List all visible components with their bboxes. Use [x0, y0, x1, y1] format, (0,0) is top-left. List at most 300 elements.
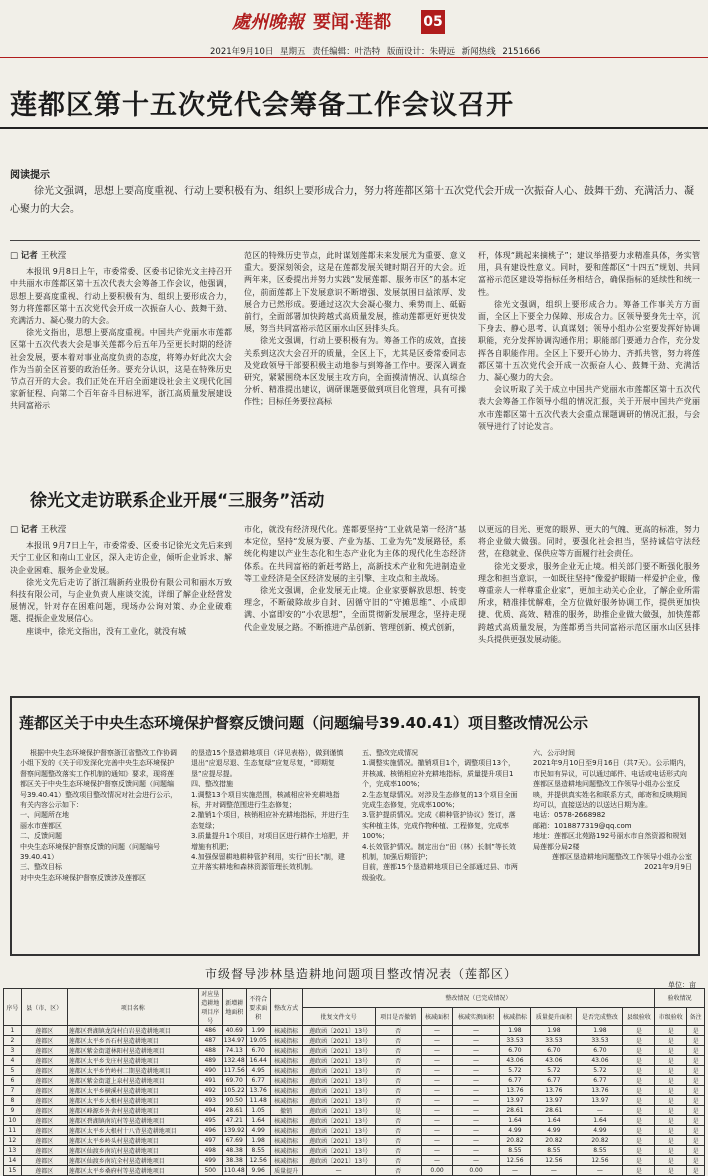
table-cell: 6: [4, 1076, 22, 1086]
paragraph: 五、整改完成情况: [362, 749, 418, 757]
table-cell: 是: [655, 1126, 687, 1136]
table-cell: 139.92: [223, 1127, 245, 1134]
table-cell: 13.76: [499, 1086, 531, 1096]
table-cell: 是: [623, 1026, 655, 1036]
table-cell: —: [453, 1146, 499, 1156]
col-header: 核减面积: [421, 1007, 453, 1026]
table-cell: 莲都区: [21, 1066, 67, 1076]
paragraph: 徐光文要求，服务企业无止境。相关部门要不断强化服务理念和担当意识，一如既往坚持“像爱护眼睛一样爱护企业，像尊重亲人一样尊重企业家”，更加主动关心企业，了解企业所需所求，精准排忧解难，全方位做好服务协调工作，提供更加快捷、优质、高效、精准的服务，助推企业做大做强，加快莲都跨越式高质量发展，为莲都勇当共同富裕示范区丽水山区县排头兵提供更强发展动能。: [478, 561, 700, 644]
table-cell: 核减指标: [270, 1116, 302, 1126]
table-cell: —: [453, 1066, 499, 1076]
paragraph: 3.质量提升1个项目，对项目区进行耕作土培肥，并增施有机肥；: [191, 832, 350, 851]
table-cell: 43.06: [499, 1056, 531, 1066]
paragraph: 的垦造15个垦造耕地项目（详见表格），做到谨慎退出“应退尽退、生态复绿”应复尽复，“即期复垦”应提尽提。: [191, 749, 344, 778]
table-cell: 8.55: [499, 1146, 531, 1156]
table-cell: 莲政函〔2021〕13号: [302, 1076, 375, 1086]
table-cell: 莲都区太平乡大根村垦造耕地项目: [67, 1096, 198, 1106]
table-cell: 莲政函〔2021〕13号: [302, 1146, 375, 1156]
table-cell: 2: [4, 1036, 22, 1046]
table-cell: 莲都区峰源乡外舍村垦造耕地项目: [67, 1106, 198, 1116]
table-row: [4, 1156, 705, 1166]
table-cell: 13.76: [531, 1086, 577, 1096]
table-cell: 莲都区太平乡岭头村垦造耕地项目: [67, 1136, 198, 1146]
masthead: [0, 0, 708, 44]
paragraph: 会议听取了关于成立中国共产党丽水市莲都区第十五次代表大会筹备工作领导小组的情况汇报，关于开展中国共产党丽水市莲都区第十五次代表大会重点课题调研的情况汇报，与会领导进行了讨论发言。: [478, 385, 700, 431]
table-cell: 是: [655, 1166, 687, 1176]
table-cell: 48.38: [222, 1146, 246, 1156]
table-cell: 否: [375, 1076, 421, 1086]
table-cell: 5.72: [531, 1066, 577, 1076]
table-row: [4, 1116, 705, 1126]
table-cell: 1.98: [499, 1026, 531, 1036]
table-cell: 40.69: [222, 1026, 246, 1036]
col-header: 序号: [4, 989, 22, 1026]
table-cell: 6.77: [246, 1076, 270, 1086]
byline-name: 王秋滢: [40, 251, 67, 261]
table-cell: 核减指标: [270, 1026, 302, 1036]
paper-name: 處州晚報: [232, 12, 304, 33]
table-cell: 12: [4, 1136, 22, 1146]
table-cell: 90.50: [222, 1096, 246, 1106]
table-cell: 核减指标: [270, 1096, 302, 1106]
article-1-col-1: [10, 250, 232, 476]
table-cell: 莲政函〔2021〕13号: [302, 1156, 375, 1166]
table-cell: 8.55: [531, 1146, 577, 1156]
byline-label: 记者: [20, 251, 38, 261]
table-cell: 496: [198, 1126, 222, 1136]
table-cell: 6.70: [499, 1046, 531, 1056]
table-cell: 4.99: [246, 1126, 270, 1136]
table-cell: 43.06: [577, 1056, 623, 1066]
paragraph: 4.长效管护情况。制定出台“田（林）长制”等长效机制，加强后期管护；: [362, 842, 516, 862]
table-cell: 是: [623, 1056, 655, 1066]
col-header: 对应垦造耕地项目序号: [198, 989, 222, 1026]
table-cell: 38.38: [222, 1156, 246, 1166]
table-cell: 是: [655, 1106, 687, 1116]
table-cell: 是: [655, 1046, 687, 1056]
paragraph: 本报讯 9月8日上午，市委常委、区委书记徐光文主持召开中共丽水市莲都区第十五次代表大会筹备工作会议，他强调，思想上要高度重视、行动上要积极有为、组织上要形成合力，努力将莲都区第十五次党代会开成一次振奋人心、鼓舞干劲、充满活力、凝心聚力的大会。: [10, 267, 232, 326]
table-cell: 67.69: [222, 1136, 246, 1146]
col-header: 是否完成整改: [577, 1007, 623, 1026]
paragraph: 徐光文指出，思想上要高度重视。中国共产党丽水市莲都区第十五次代表大会是事关莲都今后五年乃至更长时期的经济社会发展，要本着对事业高度负责的态度，将筹办好此次大会作为当前全区首要的政治任务。要充分认识，这是在特殊历史节点召开的大会。我们正处在开启全面建设社会主义现代化国家新征程、向第二个百年奋斗目标进军，浙江高质量发展建设共同富裕示: [10, 328, 232, 411]
table-cell: 否: [375, 1056, 421, 1066]
table-cell: 是: [623, 1166, 655, 1176]
table-cell: 20.82: [577, 1136, 623, 1146]
article-1-col-2: [244, 250, 466, 476]
paragraph: 徐光文先后走访了浙江瑞新药业股份有限公司和丽水万致科技有限公司，与企业负责人座谈交流，详细了解企业经营发展情况，针对存在困难问题，现场办公询对策、办企业破难题、提振企业发展信心。: [10, 577, 232, 624]
table-cell: 莲都区仙渡乡南坑全村垦造耕地项目: [67, 1156, 198, 1166]
table-cell: 是: [687, 1066, 705, 1076]
table-cell: 核减指标: [270, 1086, 302, 1096]
notice-date: 2021年9月9日: [644, 863, 692, 872]
table-cell: 核减指标: [270, 1076, 302, 1086]
paragraph: 市化，就没有经济现代化。莲都要坚持“工业就是第一经济”基本定位，坚持“发展为要、产业为基、工业为先”发展路径，系统化构建以产业生态化和生态产业化为主体的现代化生态经济体系。在共同富裕的新赶考路上，高新技术产业和先进制造业等工业经济是全区经济发展的主引擎、主攻点和主战场。: [244, 525, 466, 583]
table-cell: 莲政函〔2021〕13号: [302, 1036, 375, 1046]
table-row: [4, 1166, 705, 1176]
table-cell: 否: [375, 1086, 421, 1096]
table-cell: 497: [198, 1136, 222, 1146]
table-cell: 4.99: [531, 1126, 577, 1136]
table-cell: 否: [375, 1136, 421, 1146]
table-cell: —: [421, 1086, 453, 1096]
table-cell: 是: [623, 1126, 655, 1136]
headline-divider: [0, 127, 708, 129]
paragraph: 3.管护提质情况。完成《耕种管护协议》签订，落实种植主体，完成作物种植、工程修复，完成率100%；: [362, 811, 516, 841]
table-cell: 495: [198, 1116, 222, 1126]
table-cell: 是: [623, 1106, 655, 1116]
table-cell: 否: [375, 1096, 421, 1106]
table-cell: 是: [655, 1096, 687, 1106]
table-cell: 否: [375, 1116, 421, 1126]
table-cell: 是: [687, 1036, 705, 1046]
contact-email: 邮箱：1018877319@qq.com: [533, 821, 632, 830]
table-cell: —: [453, 1136, 499, 1146]
col-header: 项目名称: [67, 989, 198, 1026]
table-cell: 43.06: [531, 1056, 577, 1066]
table-cell: 是: [655, 1146, 687, 1156]
table-cell: 撤销: [270, 1106, 302, 1116]
notice-col-1: [20, 748, 179, 883]
table-cell: 莲政函〔2021〕13号: [302, 1136, 375, 1146]
table-cell: 4.99: [577, 1126, 623, 1136]
table-cell: 莲都区: [21, 1026, 67, 1036]
table-row: [4, 1126, 705, 1136]
table-cell: 6.70: [246, 1046, 270, 1056]
table-cell: 1.98: [531, 1026, 577, 1036]
table-cell: 是: [687, 1056, 705, 1066]
table-cell: 莲都区仙渡乡南坑村垦造耕地项目: [67, 1146, 198, 1156]
table-cell: —: [531, 1166, 577, 1176]
table-cell: 14: [4, 1156, 22, 1166]
notice-col-4: [533, 748, 692, 883]
table-cell: 是: [655, 1116, 687, 1126]
table-cell: 是: [687, 1106, 705, 1116]
table-cell: 1.98: [246, 1136, 270, 1146]
table-cell: 莲政函〔2021〕13号: [302, 1066, 375, 1076]
table-row: [4, 1026, 705, 1036]
table-cell: 核减指标: [270, 1156, 302, 1166]
table-row: [4, 1056, 705, 1066]
table-row: [4, 1076, 705, 1086]
table-cell: 1.98: [577, 1026, 623, 1036]
table-row: [4, 1106, 705, 1116]
paragraph: 六、公示时间: [533, 749, 575, 757]
table-cell: 1.05: [246, 1106, 270, 1116]
table-cell: 核减指标: [270, 1126, 302, 1136]
paragraph: 徐光文强调，组织上要形成合力。筹备工作事关方方面面，全区上下要全力保障、形成合力。区领导要身先士卒，沉下身去、静心思考、认真谋划；领导小组办公室要发挥好协调职能，充分发挥协调沟通作用；职能部门要通力合作，充分发挥各自职能作用。全区上下要开心协力、齐抓共管，努力将莲都区第十五次党代会开成一次振奋人心、鼓舞干劲、充满活力、凝心聚力的大会。: [478, 299, 700, 383]
table-cell: 是: [655, 1136, 687, 1146]
table-cell: 20.82: [531, 1136, 577, 1146]
table-cell: 498: [198, 1146, 222, 1156]
table-cell: 105.22: [223, 1087, 245, 1094]
table-cell: 否: [375, 1146, 421, 1156]
table-cell: 质量提升: [270, 1166, 302, 1176]
table-cell: 莲都区: [21, 1046, 67, 1056]
table-cell: 是: [687, 1166, 705, 1176]
table-cell: 486: [198, 1026, 222, 1036]
table-cell: 莲都区紫金街道林阳村垦造耕地项目: [67, 1046, 198, 1056]
table-cell: 74.13: [222, 1046, 246, 1056]
table-cell: —: [421, 1036, 453, 1046]
table-row: [4, 1146, 705, 1156]
table-cell: 12.56: [246, 1156, 270, 1166]
table-cell: 13.97: [531, 1096, 577, 1106]
table-cell: 9.96: [246, 1166, 270, 1176]
table-cell: —: [453, 1036, 499, 1046]
table-cell: 47.21: [222, 1116, 246, 1126]
table-cell: 莲都区: [21, 1136, 67, 1146]
paragraph: 三、整改目标: [20, 863, 62, 872]
table-cell: 莲都区太平乡大根村十八背垦造耕地项目: [67, 1126, 198, 1136]
table-cell: —: [421, 1056, 453, 1066]
table-unit: 单位：亩: [668, 981, 696, 989]
table-cell: 是: [687, 1086, 705, 1096]
table-cell: 核减指标: [270, 1036, 302, 1046]
table-cell: 是: [655, 1026, 687, 1036]
table-cell: 核减指标: [270, 1136, 302, 1146]
table-cell: 15: [4, 1166, 22, 1176]
table-cell: 6.77: [499, 1076, 531, 1086]
table-cell: 4: [4, 1056, 22, 1066]
table-cell: —: [421, 1076, 453, 1086]
group-header: 整改情况（已完成情况）: [302, 989, 655, 1008]
table-cell: —: [453, 1116, 499, 1126]
table-cell: 核减指标: [270, 1146, 302, 1156]
table-cell: 莲政函〔2021〕13号: [302, 1026, 375, 1036]
table-cell: —: [421, 1156, 453, 1166]
table-cell: 莲都区: [21, 1156, 67, 1166]
table-cell: 莲都区太平乡吾石村垦造耕地项目: [67, 1036, 198, 1046]
paragraph: 中央生态环境保护督察反馈的问题（问题编号39.40.41）: [20, 842, 160, 862]
byline-name: 王秋滢: [40, 525, 67, 535]
table-cell: —: [453, 1156, 499, 1166]
paragraph: 徐光文强调，行动上要积极有为。筹备工作的成效，直接关系到这次大会召开的质量，全区上下，尤其是区委常委同志及党政领导干部要积极主动地参与到筹备工作中。要深入调查研究，紧紧围绕本区发展主攻方向，全面摸清情况、认真综合分析、精准提出建议，调研课题要做到项目化管理，具有可操作性；目标任务要拉高标: [244, 336, 466, 407]
table-cell: 是: [687, 1146, 705, 1156]
table-cell: —: [577, 1106, 623, 1116]
table-row: [4, 1086, 705, 1096]
byline-label: 记者: [20, 525, 38, 535]
table-cell: 莲政函〔2021〕13号: [302, 1086, 375, 1096]
table-cell: 12.56: [577, 1156, 623, 1166]
table-cell: 487: [198, 1036, 222, 1046]
table-cell: 5.72: [499, 1066, 531, 1076]
table-cell: 20.82: [499, 1136, 531, 1146]
table-cell: —: [421, 1126, 453, 1136]
table-cell: 莲都区太平乡桑府村等垦造耕地项目: [67, 1166, 198, 1176]
table-cell: 4.95: [246, 1066, 270, 1076]
table-row: [4, 1096, 705, 1106]
table-cell: 是: [623, 1136, 655, 1146]
table-cell: 16.44: [246, 1056, 270, 1066]
table-cell: 是: [623, 1096, 655, 1106]
table-cell: 6.77: [531, 1076, 577, 1086]
paragraph: 本报讯 9月7日上午，市委常委、区委书记徐光文先后来到天宁工业区和南山工业区，深入走访企业，倾听企业诉求、解决企业困难、服务企业发展。: [10, 541, 232, 575]
table-cell: 9: [4, 1106, 22, 1116]
group-header: 验收情况: [655, 989, 705, 1008]
col-header: 市级验收: [655, 1007, 687, 1026]
table-cell: —: [453, 1046, 499, 1056]
headline-1: 莲都区第十五次党代会筹备工作会议召开: [10, 90, 514, 121]
table-cell: 莲都区: [21, 1106, 67, 1116]
table-cell: 核减指标: [270, 1066, 302, 1076]
table-cell: 核减指标: [270, 1056, 302, 1066]
table-cell: 莲都区: [21, 1086, 67, 1096]
table-cell: 是: [623, 1146, 655, 1156]
table-cell: 494: [198, 1106, 222, 1116]
table-cell: —: [577, 1166, 623, 1176]
notice-body: [20, 748, 692, 883]
table-cell: 是: [655, 1156, 687, 1166]
table-cell: 6.70: [577, 1046, 623, 1056]
table-cell: 核减指标: [270, 1046, 302, 1056]
table-cell: 是: [655, 1066, 687, 1076]
byline: □ 记者 王秋滢: [10, 525, 67, 535]
table-cell: 489: [198, 1056, 222, 1066]
article-2-body: [10, 524, 700, 688]
table-cell: 否: [375, 1046, 421, 1056]
table-cell: 是: [623, 1036, 655, 1046]
table-cell: —: [421, 1136, 453, 1146]
col-header: 质量提升面积: [531, 1007, 577, 1026]
table-cell: 13: [4, 1146, 22, 1156]
table-cell: 11.48: [246, 1096, 270, 1106]
table-cell: 莲都区紫金街道上泉村垦造耕地项目: [67, 1076, 198, 1086]
paragraph: 丽水市莲都区: [20, 821, 62, 830]
table-cell: 0.00: [421, 1166, 453, 1176]
table-cell: 1.99: [246, 1026, 270, 1036]
table-cell: 否: [375, 1026, 421, 1036]
table-cell: 是: [687, 1156, 705, 1166]
table-cell: 否: [375, 1156, 421, 1166]
paragraph: 目前，莲都15个垦造耕地项目已全部通过县、市两级验收。: [362, 863, 518, 882]
table-cell: 莲都区碧湖镇南坑村等垦造耕地项目: [67, 1116, 198, 1126]
paragraph: 1.调整13个项目实施范围，核减相应补充耕地指标，并对调整范围进行生态修复；: [191, 790, 340, 810]
paragraph: 根据中央生态环境保护督察浙江省整改工作协调小组下发的《关于印发深化完善中央生态环境保护督察问题整改落实工作机制的通知》要求，现将莲都区关于中央生态环境保护督察反馈问题（问题编号39.40.41）整改项目整改情况对社会进行公示，有关内容公示如下：: [20, 749, 178, 810]
table-cell: 28.61: [499, 1106, 531, 1116]
table-cell: 7: [4, 1086, 22, 1096]
table-cell: 是: [623, 1046, 655, 1056]
paragraph: 杆，体现“跳起来摘桃子”；建议举措要力求精准具体，务实管用，具有建设性意义。同时，要和莲都区“十四五”规划、共同富裕示范区建设等指标任务相结合，确保指标的延续性和统一性。: [478, 251, 700, 297]
table-cell: 莲政函〔2021〕13号: [302, 1126, 375, 1136]
table-cell: 是: [623, 1086, 655, 1096]
table-cell: 是: [687, 1096, 705, 1106]
paragraph: 2.生态复绿情况。对涉及生态修复的13个项目全面完成生态修复，完成率100%；: [362, 790, 518, 810]
paragraph: 座谈中，徐光文指出，没有工业化，就没有城: [26, 626, 186, 636]
table-cell: 莲都区太平乡横溪村垦造耕地项目: [67, 1086, 198, 1096]
table-cell: 莲政函〔2021〕13号: [302, 1056, 375, 1066]
col-header: 备注: [687, 1007, 705, 1026]
table-cell: 是: [623, 1076, 655, 1086]
col-header: 县（市、区）: [21, 989, 67, 1026]
table-cell: 莲都区太平乡竹岭村二期垦造耕地项目: [67, 1066, 198, 1076]
table-cell: —: [421, 1106, 453, 1116]
table-cell: 莲都区: [21, 1036, 67, 1046]
table-cell: 莲都区: [21, 1166, 67, 1176]
table-cell: 11: [4, 1126, 22, 1136]
col-header: 整改方式: [270, 989, 302, 1026]
paragraph: 2.撤销1个项目，核销相应补充耕地指标，并进行生态复绿；: [191, 811, 350, 830]
table-cell: —: [453, 1096, 499, 1106]
contact-address: 地址：莲都区北苑路192号丽水市自然资源和规划局莲都分局2楼: [533, 832, 687, 851]
rectification-table: [3, 988, 705, 1176]
table-row: [4, 1036, 705, 1046]
table-cell: 是: [687, 1026, 705, 1036]
article-1-body: [10, 250, 700, 476]
table-cell: 13.97: [499, 1096, 531, 1106]
issue-meta: 2021年9月10日 星期五 责任编辑：叶浩特 版面设计：朱碍远 新闻热线 2151666: [210, 47, 541, 57]
table-row: [4, 1066, 705, 1076]
table-cell: 是: [655, 1056, 687, 1066]
table-cell: 是: [623, 1156, 655, 1166]
table-cell: 134.97: [223, 1037, 245, 1044]
table-cell: 莲政函〔2021〕13号: [302, 1096, 375, 1106]
table-cell: —: [453, 1086, 499, 1096]
col-header: 批复文件文号: [302, 1007, 375, 1026]
table-cell: 1: [4, 1026, 22, 1036]
lead-heading: 阅读提示: [10, 170, 50, 181]
paragraph: 一、问题所在地: [20, 811, 69, 820]
table-cell: 是: [687, 1116, 705, 1126]
table-cell: 莲政函〔2021〕13号: [302, 1116, 375, 1126]
table-cell: 是: [623, 1116, 655, 1126]
paragraph: 四、整改措施: [191, 780, 233, 789]
table-cell: —: [453, 1026, 499, 1036]
table-cell: —: [421, 1026, 453, 1036]
contact-phone: 电话：0578-2668982: [533, 811, 606, 820]
col-header: 核减实测面积: [453, 1007, 499, 1026]
table-cell: 13.76: [246, 1086, 270, 1096]
table-cell: —: [302, 1166, 375, 1176]
col-header: 不符合要求面积: [246, 989, 270, 1026]
table-cell: 12.56: [531, 1156, 577, 1166]
table-cell: 莲政函〔2021〕13号: [302, 1106, 375, 1116]
table-cell: 否: [375, 1126, 421, 1136]
lead-divider: [10, 240, 700, 241]
table-cell: 117.56: [223, 1067, 245, 1074]
table-row: [4, 1136, 705, 1146]
article-2-col-3: [478, 524, 700, 688]
table-cell: 490: [198, 1066, 222, 1076]
table-cell: —: [421, 1066, 453, 1076]
table-cell: 12.56: [499, 1156, 531, 1166]
table-cell: 5: [4, 1066, 22, 1076]
table-cell: 6.70: [531, 1046, 577, 1056]
table-cell: 33.53: [499, 1036, 531, 1046]
table-cell: 莲都区: [21, 1096, 67, 1106]
table-cell: 莲都区: [21, 1126, 67, 1136]
table-cell: 是: [687, 1126, 705, 1136]
table-cell: 6.77: [577, 1076, 623, 1086]
paragraph: 2021年9月10日至9月16日（共7天）。公示期内，市民如有异议，可以通过邮件、电话或电话形式向莲都区垦造耕地问题整改工作领导小组办公室反映，并提供真实姓名和联系方式，邮寄和反映期间均可以，直接送达的以送达日期为准。: [533, 759, 691, 810]
table-cell: 否: [375, 1066, 421, 1076]
table-cell: 莲都区太平乡戈庄村垦造耕地项目: [67, 1056, 198, 1066]
table-cell: 499: [198, 1156, 222, 1166]
table-title: 市级督导涉林垦造耕地问题项目整改情况表（莲都区）: [205, 967, 518, 981]
table-cell: 488: [198, 1046, 222, 1056]
col-header: 项目是否撤销: [375, 1007, 421, 1026]
table-cell: 莲都区: [21, 1056, 67, 1066]
paragraph: 范区的特殊历史节点，此时谋划莲都未来发展尤为重要、意义重大。要深刻领会，这是在莲都发展关键时期召开的大会。近两年来，区委提出并努力实践“发展莲都、服务市区”的基本定位，前面莲都上下发展意识不断增强、发展氛围日益浓厚、发展合力已然形成。要通过这次大会凝心聚力、乘势而上、砥砺前行，全面部署加快跨越式高质量发展，推动莲都更好更快发展，努当共同富裕示范区丽水山区县排头兵。: [244, 251, 466, 334]
table-cell: 0.00: [453, 1166, 499, 1176]
table-cell: 28.61: [222, 1106, 246, 1116]
article-1-col-3: [478, 250, 700, 476]
paragraph: 以更远的目光、更宽的眼界、更大的气魄、更高的标准，努力将企业做大做强。同时，要强化社会担当，坚持诚信守法经营，在稳就业、保供应等方面履行社会责任。: [478, 525, 700, 559]
notice-signature: 莲都区垦造耕地问题整改工作领导小组办公室: [552, 853, 692, 862]
table-cell: 1.64: [531, 1116, 577, 1126]
table-cell: 33.53: [577, 1036, 623, 1046]
table-cell: 3: [4, 1046, 22, 1056]
table-cell: 493: [198, 1096, 222, 1106]
